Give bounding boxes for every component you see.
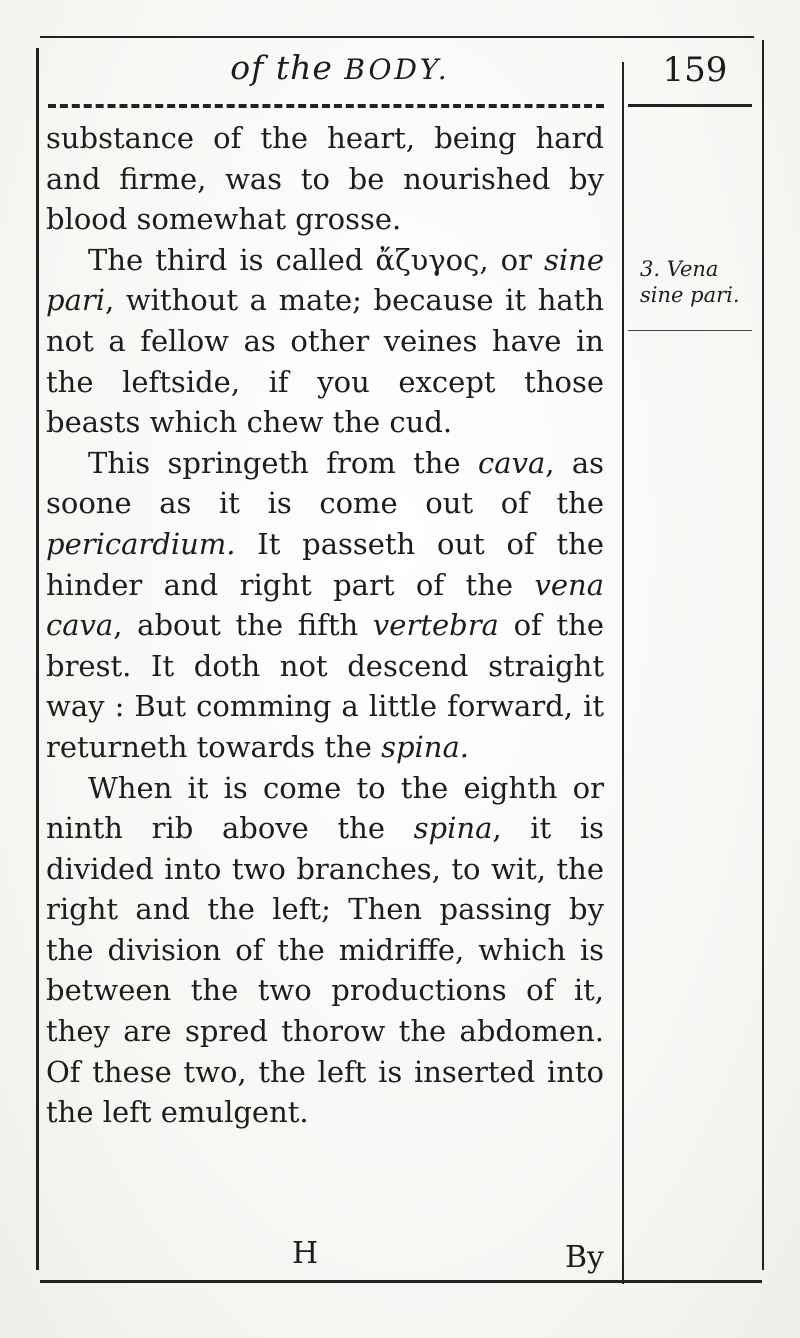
page-number: 159 (662, 50, 728, 90)
paragraph-4-text-b: , it is divided into two branches, to wit, the right and the left; Then passing by the division of the midriffe, which is between the two productions of it, they are spred thorow the abdomen. Of these two, the left is inserted into the left emulgent. (46, 811, 605, 1130)
margin-note-line-2: sine pari. (640, 283, 740, 307)
paragraph-2-text-a: The third is called ἄζυγος, or (88, 242, 544, 277)
header-underline-rule (48, 104, 604, 108)
italic-spina: spina. (381, 729, 469, 764)
italic-spina-2: spina (413, 811, 493, 846)
page-number-underline-rule (628, 104, 752, 107)
paragraph-1-text: substance of the heart, being hard and firme, was to be nourished by blood somewhat grosse. (46, 121, 604, 237)
margin-note-line-1: 3. Vena (640, 257, 719, 281)
frame-top-rule (40, 36, 754, 38)
frame-left-rule (36, 48, 39, 1270)
running-head-prefix: of the (230, 48, 333, 87)
margin-note-rule (628, 330, 752, 331)
margin-note (640, 256, 752, 308)
running-head (190, 48, 490, 87)
running-head-caps: BODY. (344, 53, 450, 86)
paragraph-1 (46, 118, 604, 240)
catchword: By (565, 1240, 604, 1275)
italic-vertebra: vertebra (372, 608, 499, 643)
italic-cava: cava (478, 445, 546, 480)
italic-pericardium: pericardium. (46, 526, 236, 561)
frame-bottom-rule (40, 1280, 762, 1283)
paragraph-2-text-b: , without a mate; because it hath not a fellow as other veines have in the leftside, if you except those beasts which chew the cud. (46, 283, 604, 440)
body-text (46, 118, 604, 1133)
paragraph-3-text-c: It passeth out of the hinder and right part of the (46, 526, 604, 602)
paragraph-3 (46, 443, 604, 768)
paragraph-4 (46, 768, 604, 1133)
paragraph-2 (46, 240, 604, 443)
paragraph-3-text-e: of the brest. It doth not descend straight way : But comming a little forward, it returneth towards the (46, 608, 605, 764)
paragraph-3-text-b: , as soone as it is come out of the (46, 445, 605, 521)
paragraph-4-text-a: When it is come to the eighth or ninth rib above the (46, 770, 604, 846)
italic-sine-pari: sine pari (46, 242, 604, 318)
paragraph-3-text-d: , about the fifth (113, 608, 373, 643)
italic-vena-cava: vena cava (46, 567, 604, 643)
column-divider-rule (622, 62, 624, 1284)
signature-mark: H (292, 1236, 319, 1271)
paragraph-3-text-a: This springeth from the (88, 445, 479, 480)
frame-right-rule (762, 40, 764, 1270)
